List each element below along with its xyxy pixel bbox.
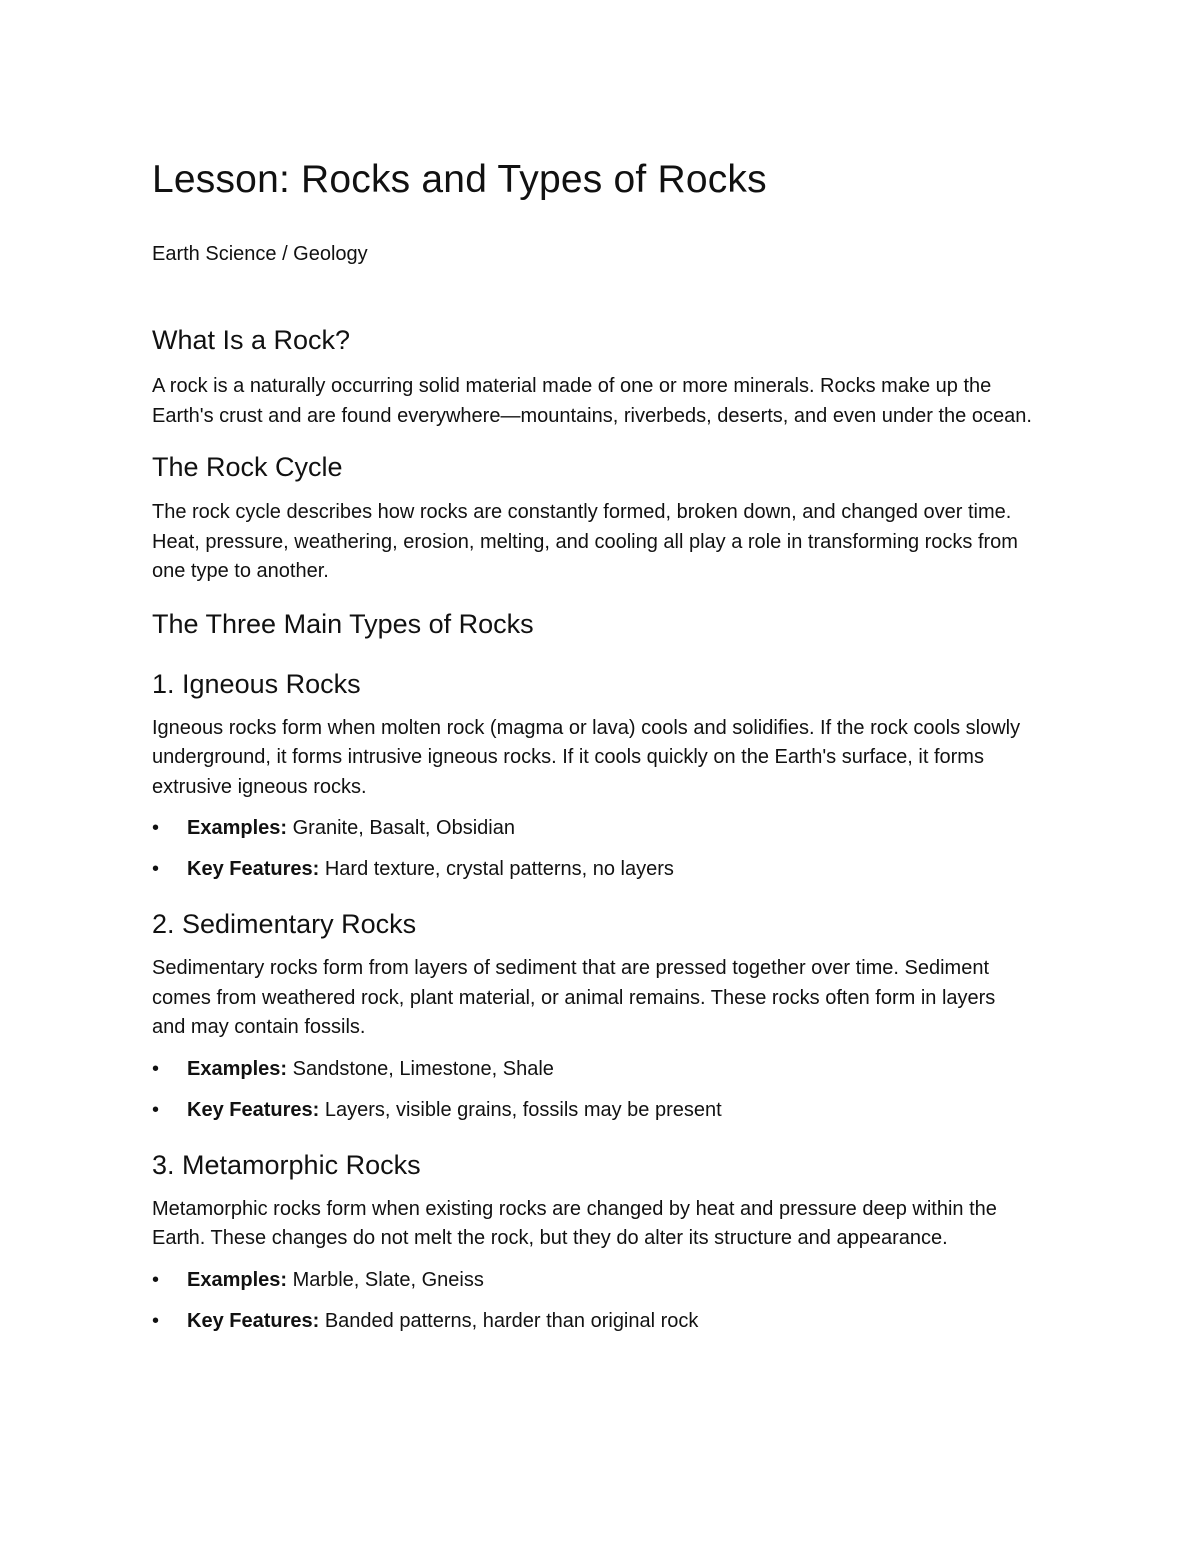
- page-subtitle: Earth Science / Geology: [152, 243, 368, 265]
- bullet-label: Examples:: [187, 817, 288, 839]
- section-heading-metamorphic-rocks: 3. Metamorphic Rocks: [152, 1149, 421, 1180]
- bullet-icon: •: [152, 1309, 160, 1332]
- bullet-list-metamorphic: [152, 1266, 1052, 1336]
- bullet-list-igneous: [152, 814, 1052, 884]
- page-title: Lesson: Rocks and Types of Rocks: [152, 158, 767, 201]
- bullet-text: Banded patterns, harder than original rock: [324, 1309, 699, 1332]
- section-heading-what-is-a-rock: What Is a Rock?: [152, 325, 351, 355]
- bullet-label: Key Features:: [187, 1098, 320, 1121]
- bullet-label: Examples:: [187, 1057, 288, 1080]
- bullet-icon: •: [152, 858, 160, 880]
- section-heading-three-main-types: The Three Main Types of Rocks: [152, 608, 534, 639]
- bullet-text: Marble, Slate, Gneiss: [292, 1268, 484, 1291]
- bullet-label: Key Features:: [187, 858, 320, 880]
- list-item: [152, 814, 1052, 843]
- bullet-icon: •: [152, 1057, 160, 1080]
- bullet-text: Layers, visible grains, fossils may be present: [324, 1098, 722, 1121]
- section-heading-rock-cycle: The Rock Cycle: [152, 452, 343, 482]
- bullet-text: Granite, Basalt, Obsidian: [292, 817, 515, 839]
- bullet-icon: •: [152, 1098, 160, 1121]
- bullet-label: Examples:: [187, 1268, 288, 1291]
- bullet-label: Key Features:: [187, 1309, 320, 1332]
- section-paragraph-what-is-a-rock: A rock is a naturally occurring solid material made of one or more minerals. Rocks make up the Earth's crust and are found everywhere—mountains, riverbeds, deserts, and even under the ocean.: [152, 375, 1032, 427]
- bullet-text: Sandstone, Limestone, Shale: [292, 1057, 554, 1080]
- list-item: [152, 1096, 1052, 1125]
- list-item: [152, 1055, 1052, 1084]
- list-item: [152, 1307, 1052, 1336]
- section-heading-igneous-rocks: 1. Igneous Rocks: [152, 668, 361, 699]
- section-paragraph-igneous-rocks: Igneous rocks form when molten rock (magma or lava) cools and solidifies. If the rock cools slowly underground, it forms intrusive igneous rocks. If it cools quickly on the Earth's surface, it forms extrusive igneous rocks.: [152, 716, 1021, 798]
- list-item: [152, 1266, 1052, 1295]
- list-item: [152, 855, 1052, 884]
- section-paragraph-metamorphic-rocks: Metamorphic rocks form when existing rocks are changed by heat and pressure deep within the Earth. These changes do not melt the rock, but they do alter its structure and appearance.: [152, 1197, 997, 1249]
- bullet-text: Hard texture, crystal patterns, no layers: [324, 858, 674, 880]
- section-paragraph-sedimentary-rocks: Sedimentary rocks form from layers of sediment that are pressed together over time. Sediment comes from weathered rock, plant material, or animal remains. These rocks often form in layers and may contain fossils.: [152, 957, 996, 1038]
- bullet-icon: •: [152, 1268, 160, 1291]
- section-heading-sedimentary-rocks: 2. Sedimentary Rocks: [152, 909, 417, 939]
- document-page: [152, 150, 1052, 1336]
- bullet-list-sedimentary: [152, 1055, 1052, 1125]
- bullet-icon: •: [152, 817, 160, 839]
- section-paragraph-rock-cycle: The rock cycle describes how rocks are constantly formed, broken down, and changed over time. Heat, pressure, weathering, erosion, melting, and cooling all play a role in transforming rocks from one type to another.: [152, 501, 1018, 582]
